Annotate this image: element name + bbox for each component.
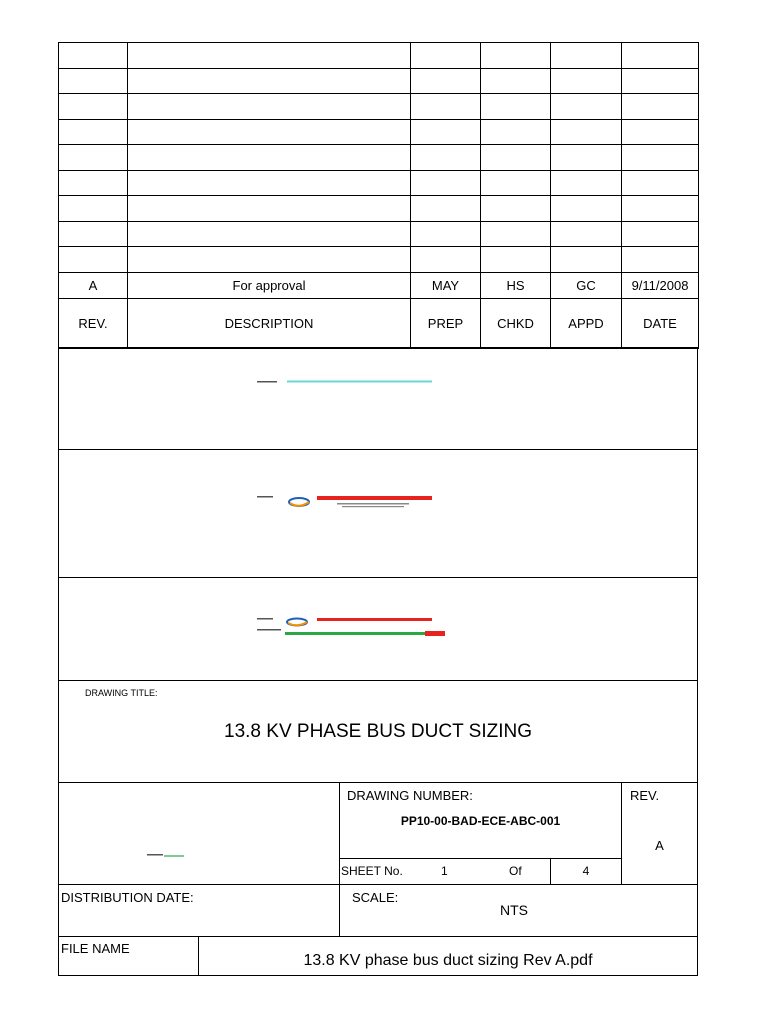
revision-blank-cell [411, 247, 481, 273]
description-cell: For approval [128, 272, 411, 298]
revision-blank-cell [128, 68, 411, 94]
description-header: DESCRIPTION [128, 298, 411, 348]
revision-blank-cell [551, 145, 622, 171]
revision-blank-cell [481, 170, 551, 196]
revision-blank-row [59, 119, 699, 145]
revision-blank-cell [411, 43, 481, 69]
revision-blank-cell [59, 43, 128, 69]
rev-header: REV. [59, 298, 128, 348]
revision-blank-cell [551, 94, 622, 120]
distribution-date-label: DISTRIBUTION DATE: [61, 890, 194, 905]
drawing-number-label: DRAWING NUMBER: [347, 788, 473, 803]
revision-blank-cell [481, 68, 551, 94]
date-header: DATE [622, 298, 699, 348]
revision-blank-cell [128, 247, 411, 273]
contractor-logo [257, 490, 437, 512]
sheet-total-box [550, 858, 622, 885]
revision-blank-cell [481, 94, 551, 120]
sheet-of-label: Of [509, 864, 522, 878]
date-cell: 9/11/2008 [622, 272, 699, 298]
revision-blank-cell [128, 221, 411, 247]
consultant-logo-panel [58, 577, 698, 681]
logo-mark [257, 381, 277, 383]
chkd-header: CHKD [481, 298, 551, 348]
owner-logo [147, 853, 187, 859]
revision-blank-cell [128, 119, 411, 145]
revision-blank-cell [59, 119, 128, 145]
rev-cell: A [59, 272, 128, 298]
distribution-date-box [58, 884, 340, 937]
logo-green-band [285, 632, 425, 635]
revision-blank-row [59, 221, 699, 247]
appd-cell: GC [551, 272, 622, 298]
sheet-number-box [339, 858, 551, 885]
rev-value: A [655, 838, 664, 853]
logo-green-band [164, 855, 184, 857]
rev-box [621, 782, 698, 885]
revision-blank-row [59, 43, 699, 69]
revision-blank-cell [551, 170, 622, 196]
revision-table [58, 42, 699, 349]
revision-blank-cell [551, 119, 622, 145]
revision-blank-cell [622, 43, 699, 69]
revision-blank-cell [128, 196, 411, 222]
drawing-sheet [58, 42, 698, 969]
logo-text-band [287, 381, 432, 383]
drawing-number-box [339, 782, 622, 859]
revision-blank-cell [59, 221, 128, 247]
appd-header: APPD [551, 298, 622, 348]
sheet-total: 4 [582, 864, 590, 878]
revision-blank-cell [622, 68, 699, 94]
revision-blank-row [59, 247, 699, 273]
revision-blank-cell [59, 196, 128, 222]
revision-blank-cell [481, 247, 551, 273]
consultant-logo [257, 614, 457, 640]
revision-blank-cell [411, 145, 481, 171]
logo-mark [257, 496, 273, 498]
drawing-title: 13.8 KV PHASE BUS DUCT SIZING [224, 721, 532, 742]
owner-logo-box [58, 782, 340, 885]
revision-blank-cell [411, 119, 481, 145]
revision-blank-cell [551, 221, 622, 247]
revision-blank-cell [622, 94, 699, 120]
revision-blank-cell [481, 196, 551, 222]
revision-blank-cell [622, 170, 699, 196]
revision-blank-cell [481, 221, 551, 247]
revision-blank-cell [411, 196, 481, 222]
scale-value: NTS [500, 902, 528, 918]
sheet-number-label: SHEET No. [341, 864, 403, 878]
scale-label: SCALE: [352, 890, 399, 905]
sheet-number: 1 [441, 864, 448, 878]
prep-cell: MAY [411, 272, 481, 298]
revision-blank-cell [622, 196, 699, 222]
revision-blank-cell [411, 221, 481, 247]
revision-blank-cell [481, 145, 551, 171]
file-name-box [198, 936, 698, 976]
revision-blank-cell [128, 43, 411, 69]
logo-tagline-band [337, 503, 409, 505]
revision-blank-row [59, 94, 699, 120]
prep-header: PREP [411, 298, 481, 348]
revision-header-row [59, 298, 699, 348]
drawing-title-label: DRAWING TITLE: [85, 688, 158, 698]
logo-mark [257, 629, 281, 631]
revision-blank-cell [411, 94, 481, 120]
client-logo [257, 378, 437, 386]
revision-blank-cell [551, 196, 622, 222]
drawing-number: PP10-00-BAD-ECE-ABC-001 [400, 814, 561, 828]
logo-tagline-band [342, 506, 404, 507]
revision-blank-cell [128, 145, 411, 171]
revision-row [59, 272, 699, 298]
revision-blank-cell [411, 170, 481, 196]
file-name-label-box [58, 936, 199, 976]
logo-name-band [317, 618, 432, 621]
revision-blank-row [59, 196, 699, 222]
revision-blank-cell [622, 119, 699, 145]
revision-blank-cell [551, 68, 622, 94]
revision-blank-cell [481, 119, 551, 145]
revision-blank-row [59, 170, 699, 196]
revision-blank-cell [622, 145, 699, 171]
revision-blank-cell [128, 94, 411, 120]
drawing-title-box [58, 680, 698, 783]
revision-blank-cell [551, 43, 622, 69]
revision-blank-cell [128, 170, 411, 196]
revision-blank-cell [59, 94, 128, 120]
revision-blank-cell [622, 247, 699, 273]
revision-blank-cell [59, 170, 128, 196]
contractor-logo-panel [58, 449, 698, 578]
revision-blank-cell [59, 247, 128, 273]
revision-blank-cell [551, 247, 622, 273]
revision-blank-cell [59, 68, 128, 94]
revision-blank-cell [59, 145, 128, 171]
rev-label: REV. [630, 788, 660, 803]
logo-mark [257, 618, 273, 620]
revision-blank-row [59, 145, 699, 171]
logo-red-block [425, 631, 445, 636]
revision-blank-cell [622, 221, 699, 247]
logo-mark [147, 854, 163, 856]
revision-blank-row [59, 68, 699, 94]
file-name: 13.8 KV phase bus duct sizing Rev A.pdf [303, 952, 593, 969]
client-logo-panel [58, 347, 698, 450]
logo-name-band [317, 496, 432, 500]
chkd-cell: HS [481, 272, 551, 298]
revision-blank-cell [481, 43, 551, 69]
file-name-label: FILE NAME [61, 941, 130, 956]
revision-blank-cell [411, 68, 481, 94]
scale-box [339, 884, 698, 937]
